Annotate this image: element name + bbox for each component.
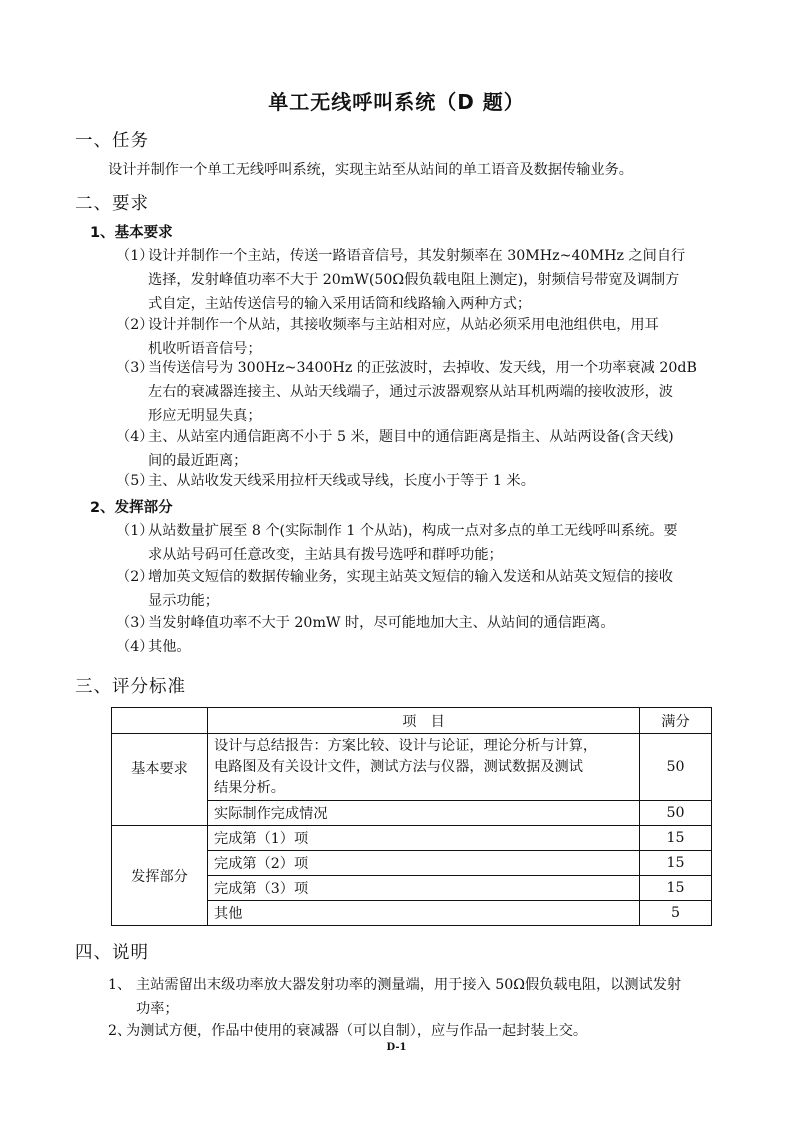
score-cell: 15 [640,851,712,876]
page-number: D-1 [386,1042,407,1053]
section-heading-task: 一、任务 [75,131,149,151]
advanced-requirement-item [116,565,736,613]
item-line: 显示功能； [148,593,219,609]
basic-requirement-item [116,356,736,428]
advanced-requirement-item [116,635,736,659]
table-header-row [112,708,712,734]
item-cell: 其他 [208,901,640,926]
item-line: 主、从站收发天线采用拉杆天线或导线，长度小于等于 1 米。 [148,473,535,489]
item-number: （2） [116,317,154,333]
section-heading-scoring: 三、评分标准 [75,677,186,697]
header-cell-score: 满分 [640,708,712,734]
item-line: 当传送信号为 300Hz~3400Hz 的正弦波时，去掉收、发天线，用一个功率衰减 20dB [148,360,697,376]
score-cell: 50 [640,801,712,826]
item-line: 式自定，主站传送信号的输入采用话筒和线路输入两种方式； [148,296,532,312]
header-cell-category [112,708,208,734]
item-number: （1） [116,248,154,264]
item-line: 当发射峰值功率不大于 20mW 时，尽可能地加大主、从站间的通信距离。 [148,615,615,631]
item-line: 设计并制作一个从站，其接收频率与主站相对应，从站必须采用电池组供电，用耳 [148,317,659,333]
section-heading-notes: 四、说明 [75,943,149,963]
scoring-table [111,707,712,926]
item-cell: 完成第（2）项 [208,851,640,876]
item-number: （1） [116,523,154,539]
note-item [108,973,728,1021]
table-row [112,734,712,801]
item-cell-line: 结果分析。 [214,779,285,796]
table-row [112,826,712,851]
basic-requirement-item [116,425,736,473]
basic-requirement-item [116,313,736,361]
item-line: 主、从站室内通信距离不小于 5 米，题目中的通信距离是指主、从站两设备(含天线) [148,429,674,445]
task-body: 设计并制作一个单工无线呼叫系统，实现主站至从站间的单工语音及数据传输业务。 [108,162,633,178]
subheading-basic-requirements: 1、基本要求 [90,225,173,241]
score-cell: 15 [640,826,712,851]
item-number: （3） [116,615,154,631]
advanced-requirement-item [116,611,736,635]
item-line: 求从站号码可任意改变，主站具有拨号选呼和群呼功能； [148,547,503,563]
category-cell-advanced: 发挥部分 [112,826,208,926]
header-cell-item: 项 目 [208,708,640,734]
item-line: 间的最近距离； [148,453,248,469]
subheading-advanced-part: 2、发挥部分 [90,500,173,516]
item-number: （4） [116,639,154,655]
item-line: 增加英文短信的数据传输业务，实现主站英文短信的输入发送和从站英文短信的接收 [148,569,673,585]
item-line: 主站需留出末级功率放大器发射功率的测量端，用于接入 50Ω假负载电阻，以测试发射 [136,977,682,993]
item-line: 机收听语音信号； [148,341,262,357]
item-line: 功率； [136,1001,179,1017]
item-cell-line: 电路图及有关设计文件，测试方法与仪器，测试数据及测试 [214,758,583,775]
document-title: 单工无线呼叫系统（D 题） [268,90,525,114]
item-number: （2） [116,569,154,585]
advanced-requirement-item [116,519,736,567]
item-line: 其他。 [148,639,191,655]
item-cell: 完成第（3）项 [208,876,640,901]
item-line: 设计并制作一个主站，传送一路语音信号，其发射频率在 30MHz~40MHz 之间自行 [148,248,686,264]
item-cell: 实际制作完成情况 [208,801,640,826]
score-cell: 5 [640,901,712,926]
basic-requirement-item [116,469,736,493]
item-cell: 完成第（1）项 [208,826,640,851]
item-line: 选择，发射峰值功率不大于 20mW(50Ω假负载电阻上测定)，射频信号带宽及调制方 [148,272,680,288]
score-cell: 50 [640,734,712,801]
item-line: 左右的衰减器连接主、从站天线端子，通过示波器观察从站耳机两端的接收波形，波 [148,384,673,400]
item-number: （5） [116,473,154,489]
score-cell: 15 [640,876,712,901]
section-heading-requirements: 二、要求 [75,194,149,214]
basic-requirement-item [116,244,736,316]
item-line: 从站数量扩展至 8 个(实际制作 1 个从站)，构成一点对多点的单工无线呼叫系统。要 [148,523,678,539]
item-number: 1、 [108,977,132,993]
item-line: 为测试方便，作品中使用的衰减器（可以自制），应与作品一起封装上交。 [126,1023,588,1039]
note-item [108,1019,728,1043]
item-number: 2、 [108,1023,132,1039]
item-cell [208,734,640,801]
item-line: 形应无明显失真； [148,408,262,424]
item-cell-line: 设计与总结报告：方案比较、设计与论证，理论分析与计算， [214,737,598,754]
item-number: （4） [116,429,154,445]
category-cell-basic: 基本要求 [112,734,208,826]
item-number: （3） [116,360,154,376]
